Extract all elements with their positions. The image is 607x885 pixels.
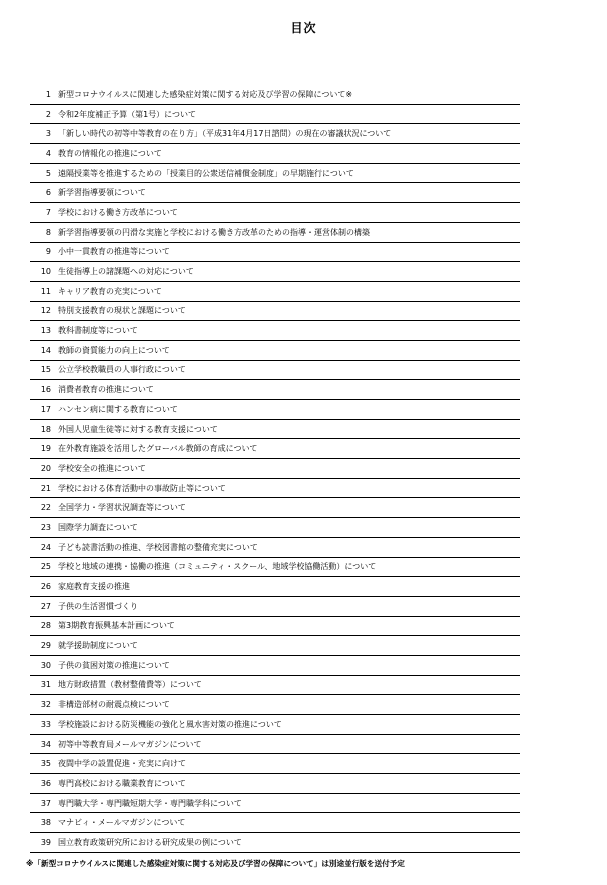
toc-item-number: 19: [40, 444, 51, 454]
toc-item-number: 10: [40, 267, 51, 277]
toc-item-number: 8: [45, 227, 51, 237]
toc-item-title: 専門職大学・専門職短期大学・専門職学科について: [58, 798, 242, 808]
toc-item-number: 22: [40, 503, 51, 513]
toc-item-number: 36: [40, 778, 51, 788]
toc-item-number: 16: [40, 385, 51, 395]
page-title: 目次: [290, 21, 317, 35]
toc-item-number: 37: [40, 798, 51, 808]
toc-item-title: 生徒指導上の諸課題への対応について: [58, 267, 194, 277]
toc-item-title: 国立教育政策研究所における研究成果の例について: [58, 837, 242, 847]
toc-item-number: 14: [40, 345, 51, 355]
toc-item-number: 30: [40, 660, 51, 670]
toc-item-number: 3: [45, 129, 51, 139]
toc-item: [30, 597, 520, 617]
table-of-contents: [30, 85, 520, 853]
toc-item-title: ハンセン病に関する教育について: [58, 404, 178, 414]
toc-item-number: 13: [40, 326, 51, 336]
toc-item-title: 「新しい時代の初等中等教育の在り方」（平成31年4月17日諮問）の現在の審議状況について: [58, 129, 392, 139]
toc-item-number: 17: [40, 404, 51, 414]
toc-item-number: 6: [45, 188, 51, 198]
toc-item: [30, 439, 520, 459]
toc-item: [30, 262, 520, 282]
toc-item-title: 地方財政措置（教材整備費等）について: [58, 680, 202, 690]
toc-item-title: 子供の貧困対策の推進について: [58, 660, 170, 670]
toc-item-title: 非構造部材の耐震点検について: [58, 700, 170, 710]
toc-item: [30, 459, 520, 479]
toc-item-number: 39: [40, 837, 51, 847]
toc-item: [30, 735, 520, 755]
toc-item: [30, 833, 520, 853]
toc-item: [30, 144, 520, 164]
toc-item-title: 在外教育施設を活用したグローバル教師の育成について: [58, 444, 258, 454]
toc-item-title: キャリア教育の充実について: [58, 286, 162, 296]
footnote: ※「新型コロナウイルスに関連した感染症対策に関する対応及び学習の保障について」は別途並行版を送付予定: [26, 859, 405, 868]
toc-item-title: 学校と地域の連携・協働の推進（コミュニティ・スクール、地域学校協働活動）について: [58, 562, 377, 572]
toc-item-number: 21: [40, 483, 51, 493]
toc-item-title: 教科書制度等について: [58, 326, 138, 336]
toc-item-title: 子供の生活習慣づくり: [58, 601, 138, 611]
toc-item-number: 5: [45, 168, 51, 178]
toc-item-number: 20: [40, 463, 51, 473]
toc-item-number: 11: [40, 286, 51, 296]
toc-item: [30, 754, 520, 774]
toc-item-title: 小中一貫教育の推進等について: [58, 247, 170, 257]
toc-item: [30, 400, 520, 420]
toc-item-number: 12: [40, 306, 51, 316]
toc-item-title: 特別支援教育の現状と課題について: [58, 306, 186, 316]
toc-item-number: 31: [40, 680, 51, 690]
toc-item: [30, 577, 520, 597]
toc-item: [30, 302, 520, 322]
toc-item: [30, 695, 520, 715]
toc-item-title: 学校安全の推進について: [58, 463, 146, 473]
toc-item-number: 33: [40, 719, 51, 729]
toc-item-title: 学校における体育活動中の事故防止等について: [58, 483, 226, 493]
toc-item-number: 25: [40, 562, 51, 572]
toc-item-number: 35: [40, 759, 51, 769]
toc-item-title: 令和2年度補正予算（第1号）について: [58, 109, 197, 119]
toc-item-title: 第3期教育振興基本計画について: [58, 621, 175, 631]
toc-item: [30, 361, 520, 381]
toc-item-title: 新学習指導要領について: [58, 188, 146, 198]
toc-item-title: 新型コロナウイルスに関連した感染症対策に関する対応及び学習の保障について※: [58, 89, 353, 99]
toc-item-title: 家庭教育支援の推進: [58, 582, 130, 592]
toc-item: [30, 656, 520, 676]
toc-item: [30, 85, 520, 105]
toc-item-number: 15: [40, 365, 51, 375]
toc-item: [30, 617, 520, 637]
toc-item: [30, 105, 520, 125]
toc-item-number: 29: [40, 641, 51, 651]
toc-item: [30, 164, 520, 184]
toc-item: [30, 498, 520, 518]
toc-item-title: 子ども読書活動の推進、学校図書館の整備充実について: [58, 542, 258, 552]
toc-item: [30, 282, 520, 302]
toc-item-title: 新学習指導要領の円滑な実施と学校における働き方改革のための指導・運営体制の構築: [58, 227, 370, 237]
toc-item-title: 学校における働き方改革について: [58, 207, 178, 217]
toc-item-title: 国際学力調査について: [58, 522, 138, 532]
toc-item-number: 28: [40, 621, 51, 631]
toc-item-number: 24: [40, 542, 51, 552]
toc-item: [30, 203, 520, 223]
toc-item: [30, 774, 520, 794]
toc-item-number: 26: [40, 582, 51, 592]
toc-item-title: 初等中等教育局メールマガジンについて: [58, 739, 202, 749]
toc-item: [30, 676, 520, 696]
toc-item: [30, 380, 520, 400]
toc-item-number: 34: [40, 739, 51, 749]
toc-item: [30, 321, 520, 341]
toc-item-title: 消費者教育の推進について: [58, 385, 154, 395]
toc-item-number: 32: [40, 700, 51, 710]
toc-item-number: 23: [40, 522, 51, 532]
toc-item-title: 教師の資質能力の向上について: [58, 345, 170, 355]
toc-item: [30, 223, 520, 243]
toc-item-title: 専門高校における職業教育について: [58, 778, 186, 788]
toc-item: [30, 813, 520, 833]
toc-item-number: 2: [45, 109, 51, 119]
toc-item: [30, 636, 520, 656]
toc-item: [30, 183, 520, 203]
toc-item-number: 4: [45, 148, 51, 158]
toc-item-number: 9: [45, 247, 51, 257]
toc-item-title: 全国学力・学習状況調査等について: [58, 503, 186, 513]
toc-item-title: 教育の情報化の推進について: [58, 148, 162, 158]
toc-item-title: 外国人児童生徒等に対する教育支援について: [58, 424, 218, 434]
toc-item-number: 38: [40, 818, 51, 828]
toc-item: [30, 794, 520, 814]
toc-item-title: 学校施設における防災機能の強化と風水害対策の推進について: [58, 719, 282, 729]
toc-item-title: マナビィ・メールマガジンについて: [58, 818, 186, 828]
toc-item: [30, 341, 520, 361]
toc-item: [30, 243, 520, 263]
toc-item-number: 18: [40, 424, 51, 434]
toc-item-title: 就学援助制度について: [58, 641, 138, 651]
toc-item: [30, 479, 520, 499]
toc-item: [30, 124, 520, 144]
toc-item-number: 7: [45, 207, 51, 217]
toc-item-title: 遠隔授業等を推進するための「授業目的公衆送信補償金制度」の早期施行について: [58, 168, 354, 178]
toc-item: [30, 715, 520, 735]
toc-item-number: 27: [40, 601, 51, 611]
toc-item: [30, 538, 520, 558]
toc-item-title: 夜間中学の設置促進・充実に向けて: [58, 759, 186, 769]
toc-item: [30, 518, 520, 538]
toc-item-number: 1: [45, 89, 51, 99]
toc-item: [30, 420, 520, 440]
toc-item: [30, 558, 520, 578]
toc-item-title: 公立学校教職員の人事行政について: [58, 365, 186, 375]
